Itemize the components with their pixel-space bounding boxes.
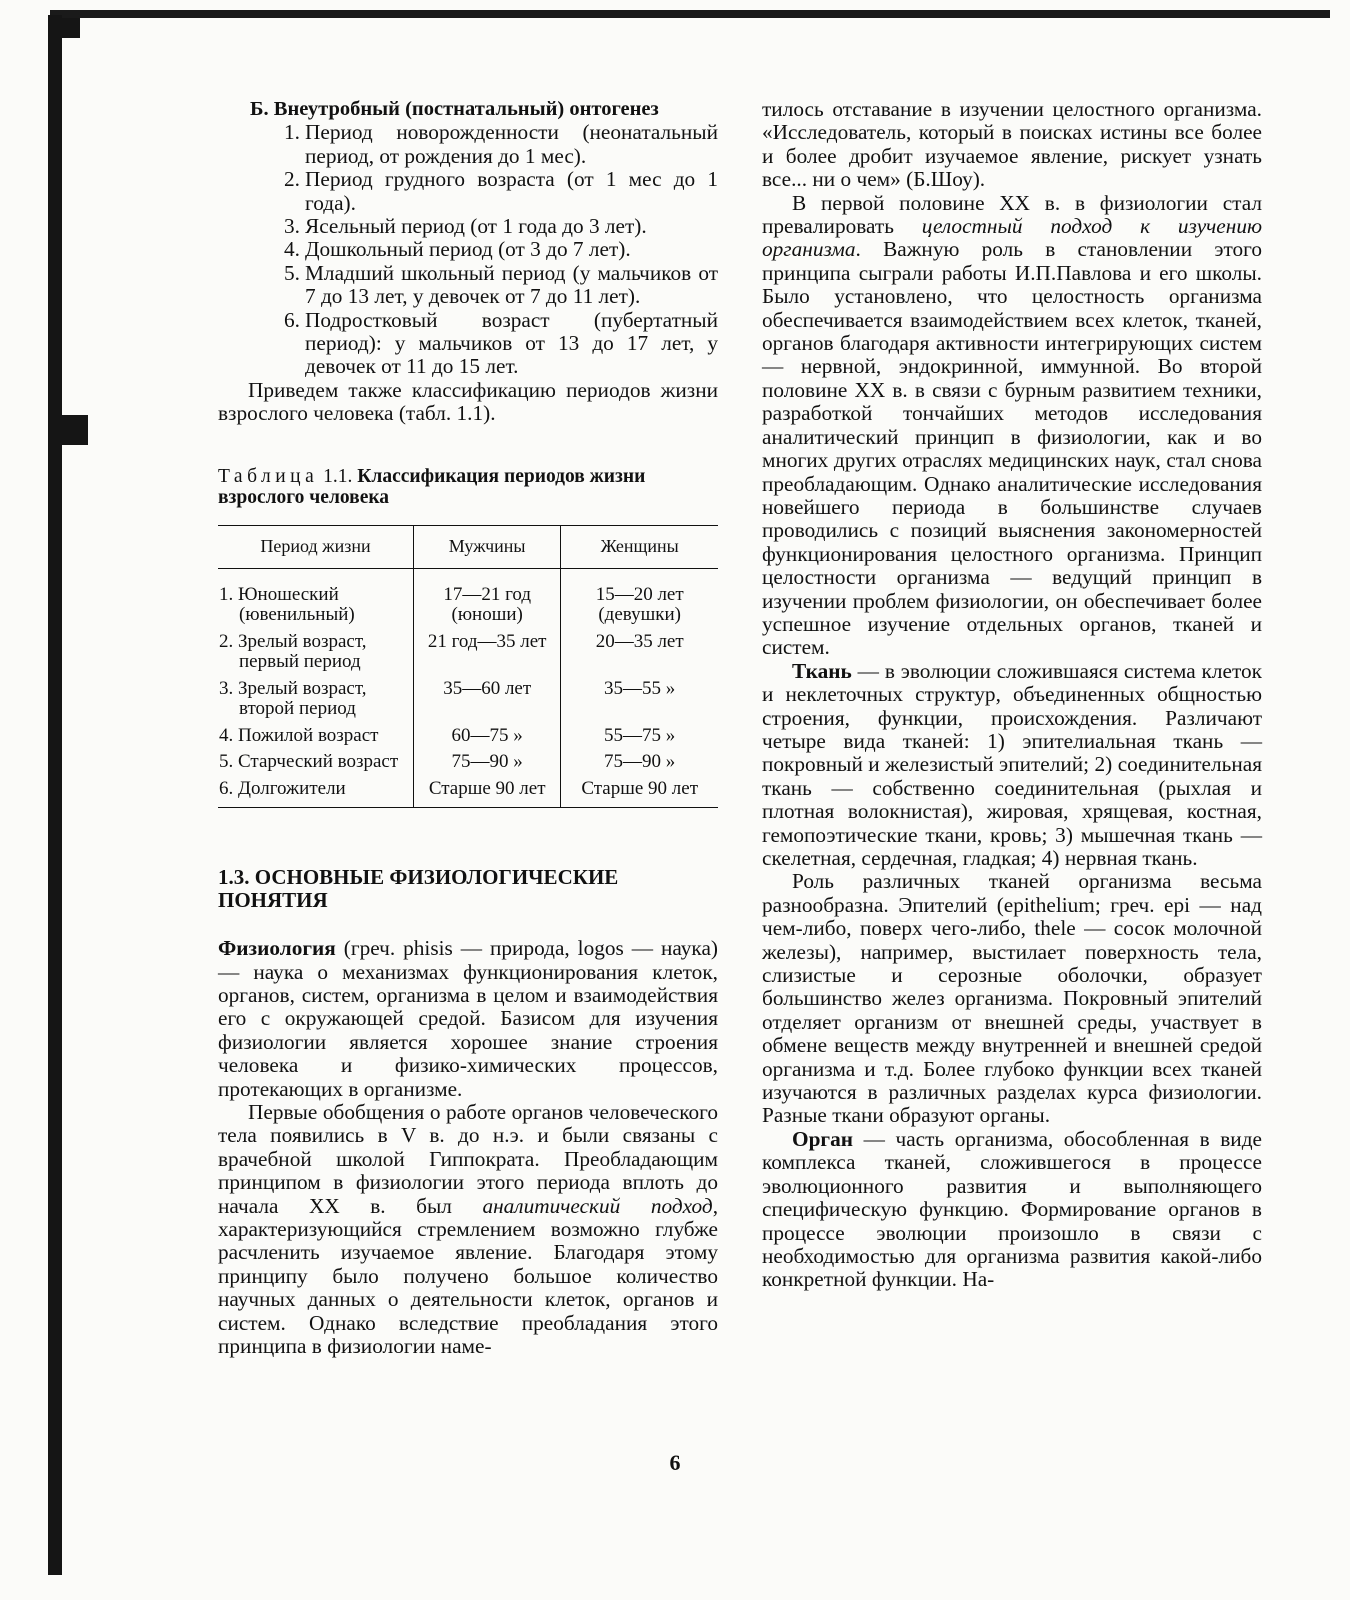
list-item: 1. Период новорожденности (неонатальный период, от рождения до 1 мес). [284, 120, 718, 168]
table-row [218, 628, 718, 675]
table-caption-label: Таблица [218, 465, 319, 487]
tissue-term: Ткань [792, 658, 852, 683]
scan-top-border [50, 10, 1330, 18]
periods-list [218, 121, 718, 378]
women-cell: 55—75 » [604, 724, 676, 746]
life-periods-table [218, 525, 718, 809]
table-row [218, 748, 718, 775]
table-caption-number: 1.1. [323, 465, 353, 487]
period-cell: 1. Юношеский (ювенильный) [219, 583, 355, 626]
section-b-heading: Б. Внеутробный (постнатальный) онтогенез [250, 98, 659, 120]
history-paragraph: Первые обобщения о работе органов человеческого тела появились в V в. до н.э. и были связаны с врачебной школой Гиппократа. Преобладающим принципом в физиологии этого периода вплоть до начала XX в. был аналитический подход, характеризующийся стремлением возможно глубже расчленить изучаемое явление. Благодаря этому принципу было получено большое количество научных данных о деятельности клеток, органов и систем. Однако вследствие преобладания этого принципа в физиологии наме- [218, 1100, 719, 1359]
analytic-approach-term: аналитический подход [482, 1193, 713, 1218]
tissue-roles-paragraph: Роль различных тканей организма весьма разнообразна. Эпителий (epithelium; греч. epi — над чем-либо, поверх чего-либо, thele — сосок молочной железы), например, выстилает поверхность тела, слизистые и серозные оболочки, образует большинство желез организма. Покровный эпителий отделяет организм от внешней среды, участвует в обмене веществ между внутренней и внешней средой организма и т.д. Более глубоко функции всех тканей изучаются в различных разделах курса физиологии. Разные ткани образуют органы. [762, 869, 1262, 1128]
men-cell: 21 год—35 лет [414, 628, 561, 675]
women-cell: 20—35 лет [595, 630, 684, 652]
period-cell: 2. Зрелый возраст, первый период [219, 630, 367, 673]
table-row [218, 675, 718, 722]
holistic-approach-term: целостный подход к изучению организма [762, 214, 1262, 262]
table-caption-title: Классификация периодов жизни взрослого человека [218, 465, 646, 508]
holistic-paragraph: В первой половине XX в. в физиологии стал превалировать целостный подход к изучению организма. Важную роль в становлении этого принципа сыграли работы И.П.Павлова и его школы. Было установлено, что целостность организма обеспечивается взаимодействием всех клеток, тканей, органов благодаря активности интегрирующих систем — нервной, эндокринной, иммунной. Во второй половине XX в. в связи с бурным развитием техники, разработкой тончайших методов исследования аналитический принцип в физиологии, как и во многих других отраслях медицинских наук, стал снова преобладающим. Однако аналитические исследования новейшего периода в большинстве случаев проводились с позиций выяснения закономерностей функционирования целостного организма. Принцип целостности организма — ведущий принцип в изучении проблем физиологии, он обеспечивает более успешное изучение отдельных органов, тканей и систем. [762, 190, 1262, 660]
list-item: 5. Младший школьный период (у мальчиков от 7 до 13 лет, у девочек от 7 до 11 лет). [284, 260, 718, 309]
women-cell: 35—55 » [604, 677, 676, 699]
list-item: 4. Дошкольный период (от 3 до 7 лет). [284, 237, 631, 262]
men-cell: 75—90 » [414, 748, 561, 775]
period-cell: 4. Пожилой возраст [219, 724, 379, 746]
men-cell: 35—60 лет [414, 675, 561, 722]
table-caption [218, 466, 718, 508]
left-column [218, 98, 718, 1359]
section-heading: 1.3. ОСНОВНЫЕ ФИЗИОЛОГИЧЕСКИЕ ПОНЯТИЯ [218, 865, 619, 913]
organ-definition: Орган — часть организма, обособленная в виде комплекса тканей, сложившегося в процессе эволюционного развития и выполняющего специфическую функцию. Формирование органов в процессе эволюции произошло в связи с необходимостью для организма развития какой-либо конкретной функции. На- [762, 1126, 1262, 1292]
scan-left-edge-notch [48, 415, 88, 445]
list-item: 2. Период грудного возраста (от 1 мес до 1 года). [284, 167, 718, 215]
scan-left-edge [48, 15, 62, 1575]
scan-corner-mark [50, 18, 80, 38]
tissue-definition: Ткань — в эволюции сложившаяся система клеток и неклеточных структур, объединенных общностью строения, функции, происхождения. Различают четыре вида тканей: 1) эпителиальная ткань — покровный и железистый эпителий; 2) соединительная ткань — собственно соединительная (рыхлая и плотная волокнистая), жировая, хрящевая, костная, гемопоэтические ткани, кровь; 3) мышечная ткань — скелетная, сердечная, гладкая; 4) нервная ткань. [762, 658, 1262, 870]
list-item: 3. Ясельный период (от 1 года до 3 лет). [284, 214, 647, 239]
page-number: 6 [669, 1450, 681, 1475]
period-cell: 6. Долгожители [219, 777, 346, 799]
men-cell: 60—75 » [414, 722, 561, 749]
table-row [218, 568, 718, 628]
continued-paragraph: тилось отставание в изучении целостного организма. «Исследователь, который в поисках истины все более и более дробит изучаемое явление, рискует узнать все... ни о чем» (Б.Шоу). [762, 97, 1262, 192]
column-header-men: Мужчины [414, 525, 561, 568]
organ-term: Орган [792, 1126, 853, 1151]
classification-intro: Приведем также классификацию периодов жизни взрослого человека (табл. 1.1). [218, 377, 718, 426]
table-row [218, 775, 718, 808]
period-cell: 3. Зрелый возраст, второй период [219, 677, 367, 720]
column-header-women: Женщины [561, 525, 718, 568]
women-cell: 75—90 » [604, 751, 676, 773]
list-item: 6. Подростковый возраст (пубертатный период): у мальчиков от 13 до 17 лет, у девочек от 11 до 15 лет. [284, 307, 718, 379]
men-cell: 17—21 год (юноши) [414, 568, 561, 628]
women-cell: Старше 90 лет [561, 775, 718, 808]
men-cell: Старше 90 лет [414, 775, 561, 808]
column-header-period: Период жизни [218, 525, 414, 568]
physiology-definition: Физиология (греч. phisis — природа, logos — наука) — наука о механизмах функционирования клеток, органов, систем, организма в целом и взаимодействия его с окружающей средой. Базисом для изучения физиологии является хорошее знание строения человека и физико-химических процессов, протекающих в организме. [218, 936, 718, 1101]
right-column [762, 98, 1262, 1292]
period-cell: 5. Старческий возраст [219, 751, 399, 773]
women-cell: 15—20 лет (девушки) [595, 583, 684, 626]
table-row [218, 722, 718, 749]
physiology-term: Физиология [218, 936, 336, 961]
